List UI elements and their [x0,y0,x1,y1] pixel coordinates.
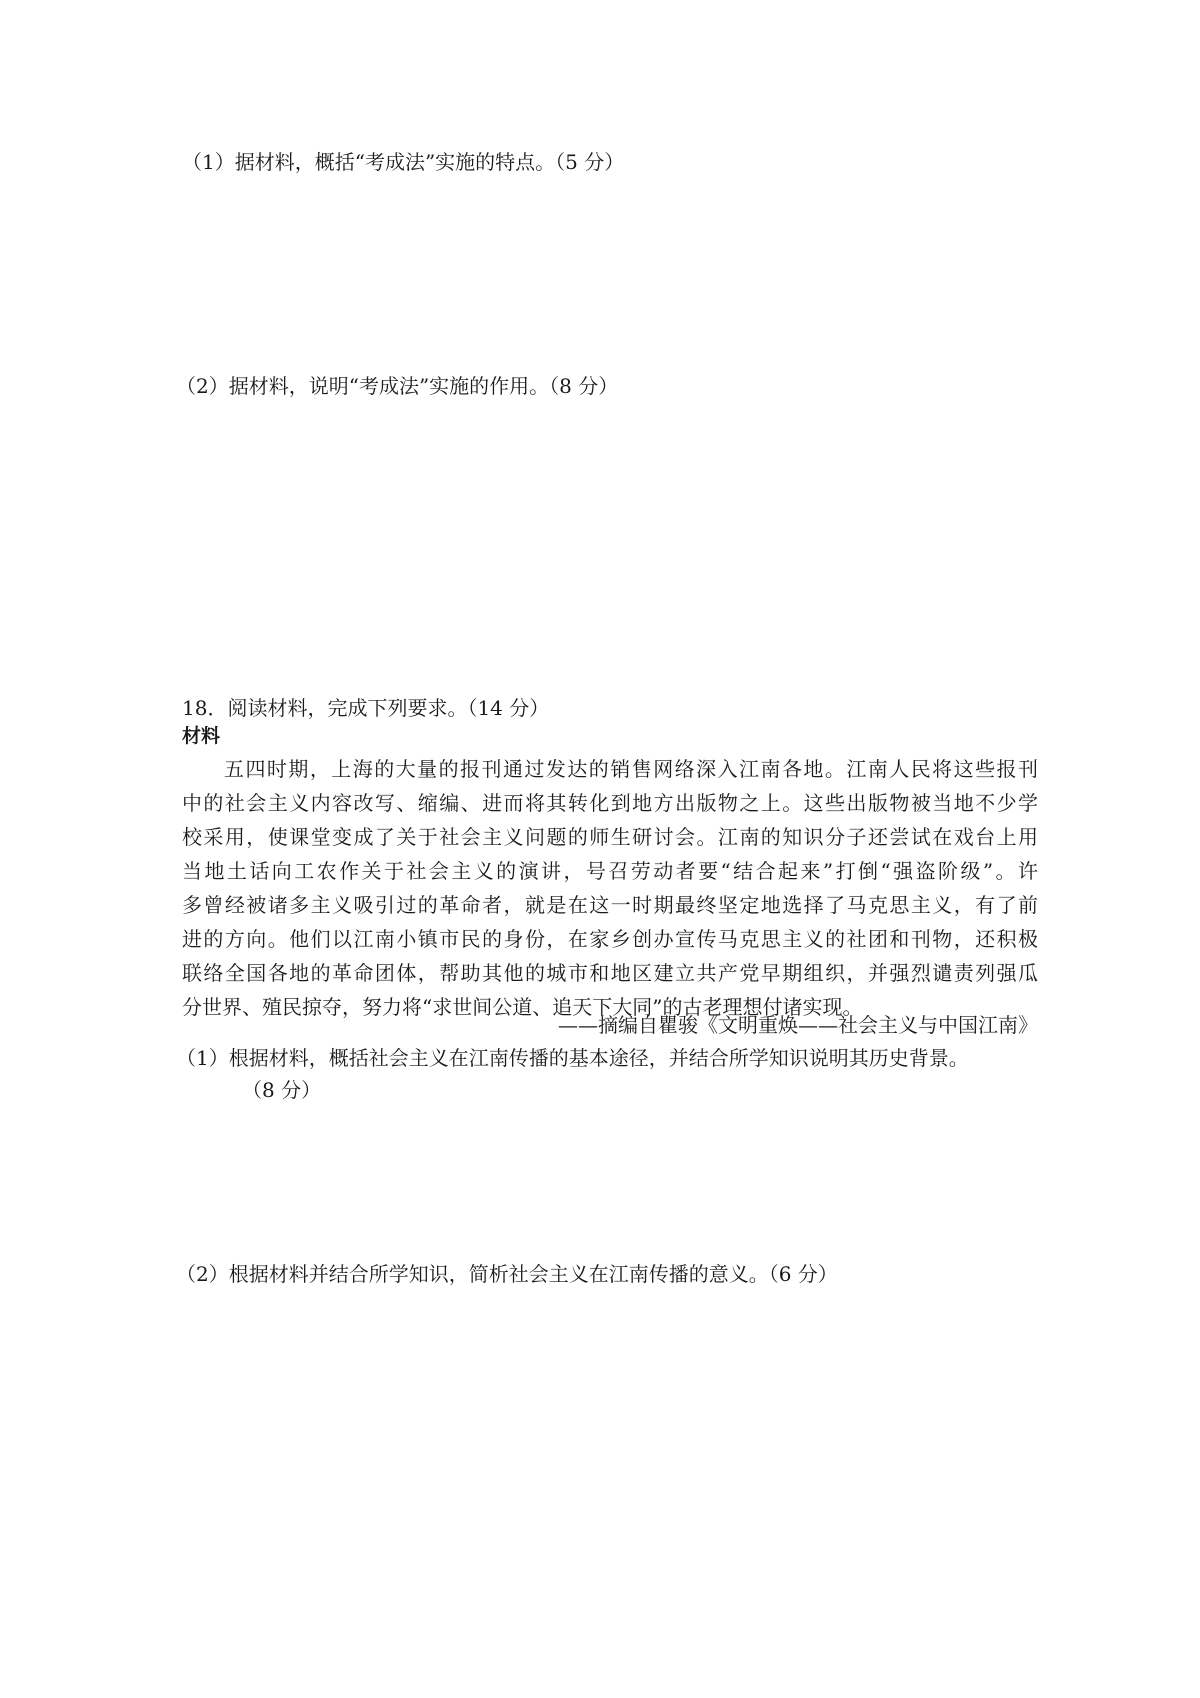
material-line: 多曾经被诸多主义吸引过的革命者，就是在这一时期最终坚定地选择了马克思主义，有了前 [182,893,1038,917]
material-source-citation: ——摘编自瞿骏《文明重焕——社会主义与中国江南》 [558,1013,1038,1037]
material-line: 校采用，使课堂变成了关于社会主义问题的师生研讨会。江南的知识分子还尝试在戏台上用 [182,825,1038,849]
material-passage [182,752,1038,1024]
material-line: 联络全国各地的革命团体，帮助其他的城市和地区建立共产党早期组织，并强烈谴责列强瓜 [182,961,1038,985]
question-17-part-1: （1）据材料，概括“考成法”实施的特点。（5 分） [182,150,625,174]
question-18-part-1 [176,1042,1056,1106]
material-line: 五四时期，上海的大量的报刊通过发达的销售网络深入江南各地。江南人民将这些报刊 [224,757,1038,781]
material-label: 材料 [182,725,221,747]
question-18-part-1-score: （8 分） [242,1078,322,1102]
material-line: 中的社会主义内容改写、缩编、进而将其转化到地方出版物之上。这些出版物被当地不少学 [182,791,1038,815]
question-18-part-2: （2）根据材料并结合所学知识，简析社会主义在江南传播的意义。（6 分） [176,1262,838,1286]
material-line: 分世界、殖民掠夺，努力将“求世间公道、追天下大同”的古老理想付诸实现。 [182,995,863,1019]
material-line: 当地土话向工农作关于社会主义的演讲，号召劳动者要“结合起来”打倒“强盗阶级”。许 [182,859,1038,883]
question-18-part-1-text: （1）根据材料，概括社会主义在江南传播的基本途径，并结合所学知识说明其历史背景。 [176,1046,969,1070]
question-17-part-2: （2）据材料，说明“考成法”实施的作用。（8 分） [176,374,619,398]
question-18-heading: 18．阅读材料，完成下列要求。（14 分） [182,696,550,720]
material-line: 进的方向。他们以江南小镇市民的身份，在家乡创办宣传马克思主义的社团和刊物，还积极 [182,927,1038,951]
